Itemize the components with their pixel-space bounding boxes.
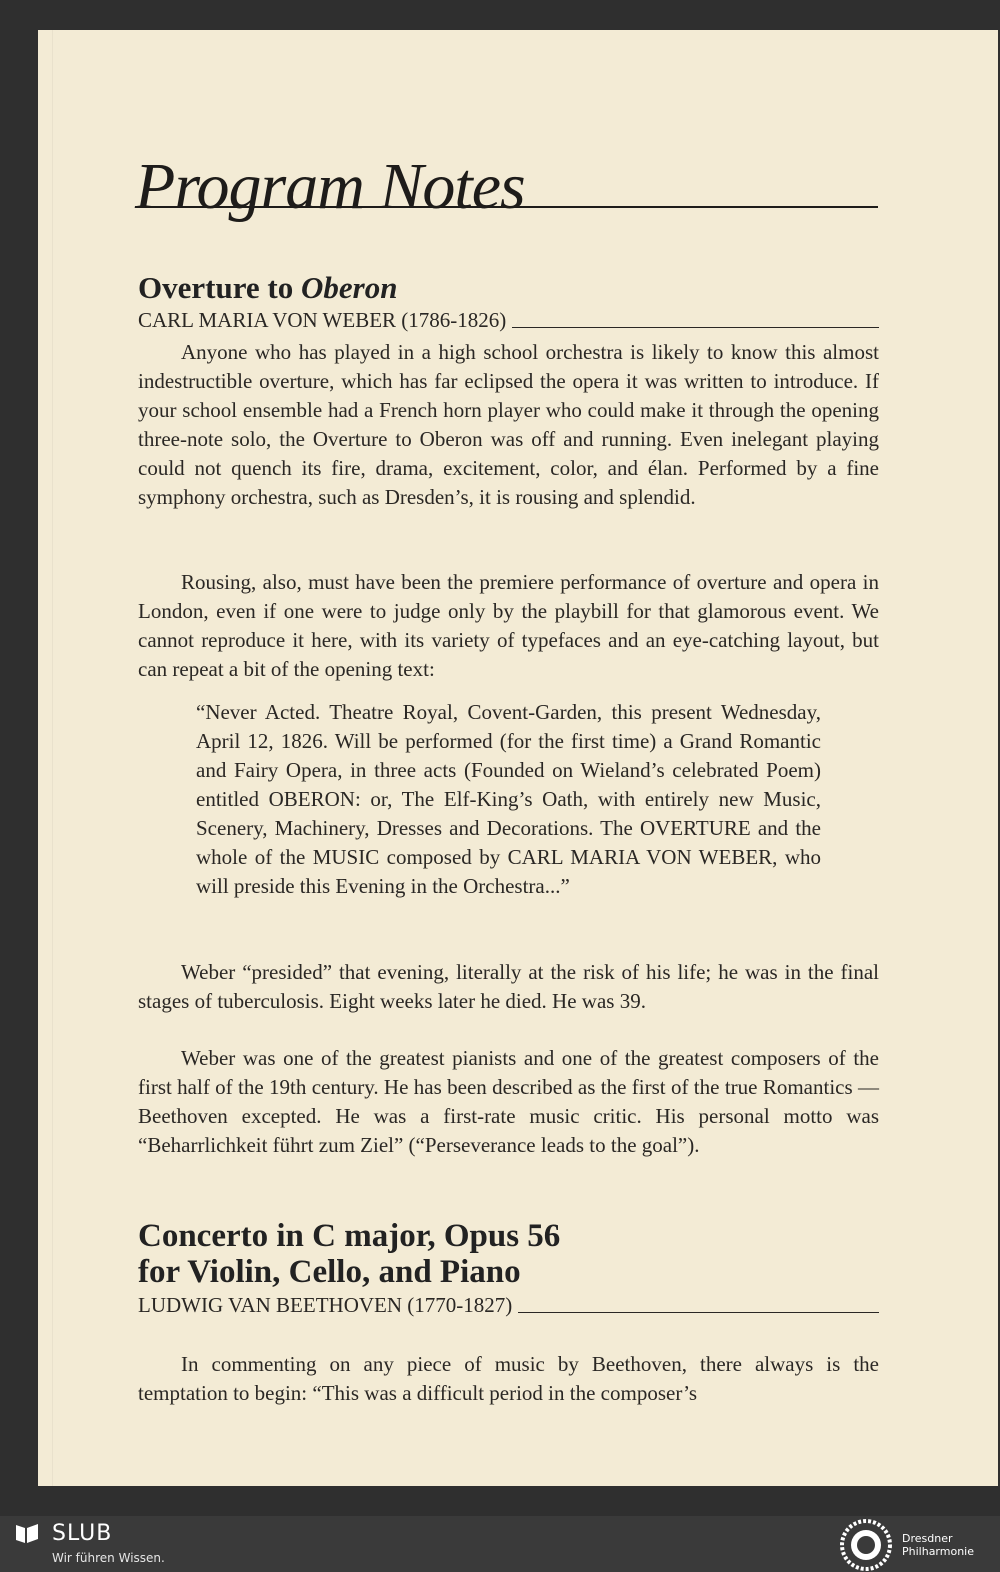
partner-name-line2: Philharmonie [902, 1545, 974, 1558]
philharmonie-logo-icon[interactable] [840, 1519, 892, 1571]
body-block-3 [138, 958, 879, 1016]
library-tagline: Wir führen Wissen. [52, 1551, 165, 1565]
section-heading-oberon [138, 270, 879, 305]
composer-name: CARL MARIA VON WEBER (1786-1826) [138, 308, 507, 332]
quote-block [138, 698, 879, 901]
composer-name: LUDWIG VAN BEETHOVEN (1770-1827) [138, 1293, 513, 1317]
paragraph: Weber “presided” that evening, literally at the risk of his life; he was in the final stages of tuberculosis. Eight weeks later he died. He was 39. [138, 960, 879, 1013]
paragraph: Anyone who has played in a high school orchestra is likely to know this almost indestructible overture, which has far eclipsed the opera it was written to introduce. If your school ensemble had a French horn player who could make it through the opening three-note solo, the Overture to Oberon was off and running. Even inelegant playing could not quench its fire, drama, excitement, color, and élan. Performed by a fine symphony orchestra, such as Dresden’s, it is rousing and splendid. [138, 340, 879, 509]
title-rule [135, 110, 878, 223]
document-page [38, 30, 998, 1486]
partner-name [902, 1532, 997, 1558]
footer-bar [0, 1516, 1000, 1572]
composer-rule [512, 327, 879, 328]
heading-italic: Oberon [300, 270, 398, 305]
body-block-1 [138, 338, 879, 512]
composer-line-beethoven [138, 1292, 879, 1318]
section-heading-beethoven-line2: for Violin, Cello, and Piano [138, 1254, 521, 1290]
paragraph: Weber was one of the greatest pianists and one of the greatest composers of the first half of the 19th century. He has been described as the first of the true Romantics —Beethoven excepted. He was a first-rate music critic. His personal motto was “Beharrlichkeit führt zum Ziel” (“Perseverance leads to the goal”). [138, 1046, 879, 1157]
body-block-5 [138, 1350, 879, 1408]
slub-book-icon[interactable] [14, 1522, 40, 1544]
page-title: Program Notes [135, 150, 525, 223]
section-beethoven [138, 1218, 879, 1318]
playbill-quote: “Never Acted. Theatre Royal, Covent-Garden, this present Wednesday, April 12, 1826. Will be performed (for the first time) a Grand Romantic and Fairy Opera, in three acts (Founded on Wieland’s celebrated Poem) entitled OBERON: or, The Elf-King’s Oath, with entirely new Music, Scenery, Machinery, Dresses and Decorations. The OVERTURE and the whole of the MUSIC composed by CARL MARIA VON WEBER, who will preside this Evening in the Orchestra...” [196, 700, 821, 898]
partner-name-line1: Dresdner [902, 1532, 953, 1545]
heading-prefix: Overture to [138, 270, 301, 305]
body-block-2 [138, 568, 879, 684]
section-oberon [138, 270, 879, 333]
composer-line-weber [138, 307, 879, 333]
paragraph: In commenting on any piece of music by Beethoven, there always is the temptation to begin: “This was a difficult period in the composer’s [138, 1352, 879, 1405]
paragraph: Rousing, also, must have been the premiere performance of overture and opera in London, even if one were to judge only by the playbill for that glamorous event. We cannot reproduce it here, with its variety of typefaces and an eye-catching layout, but can repeat a bit of the opening text: [138, 570, 879, 681]
composer-rule [518, 1312, 879, 1313]
library-name[interactable]: SLUB [52, 1521, 113, 1546]
body-block-4 [138, 1044, 879, 1160]
section-heading-beethoven-line1: Concerto in C major, Opus 56 [138, 1218, 561, 1254]
